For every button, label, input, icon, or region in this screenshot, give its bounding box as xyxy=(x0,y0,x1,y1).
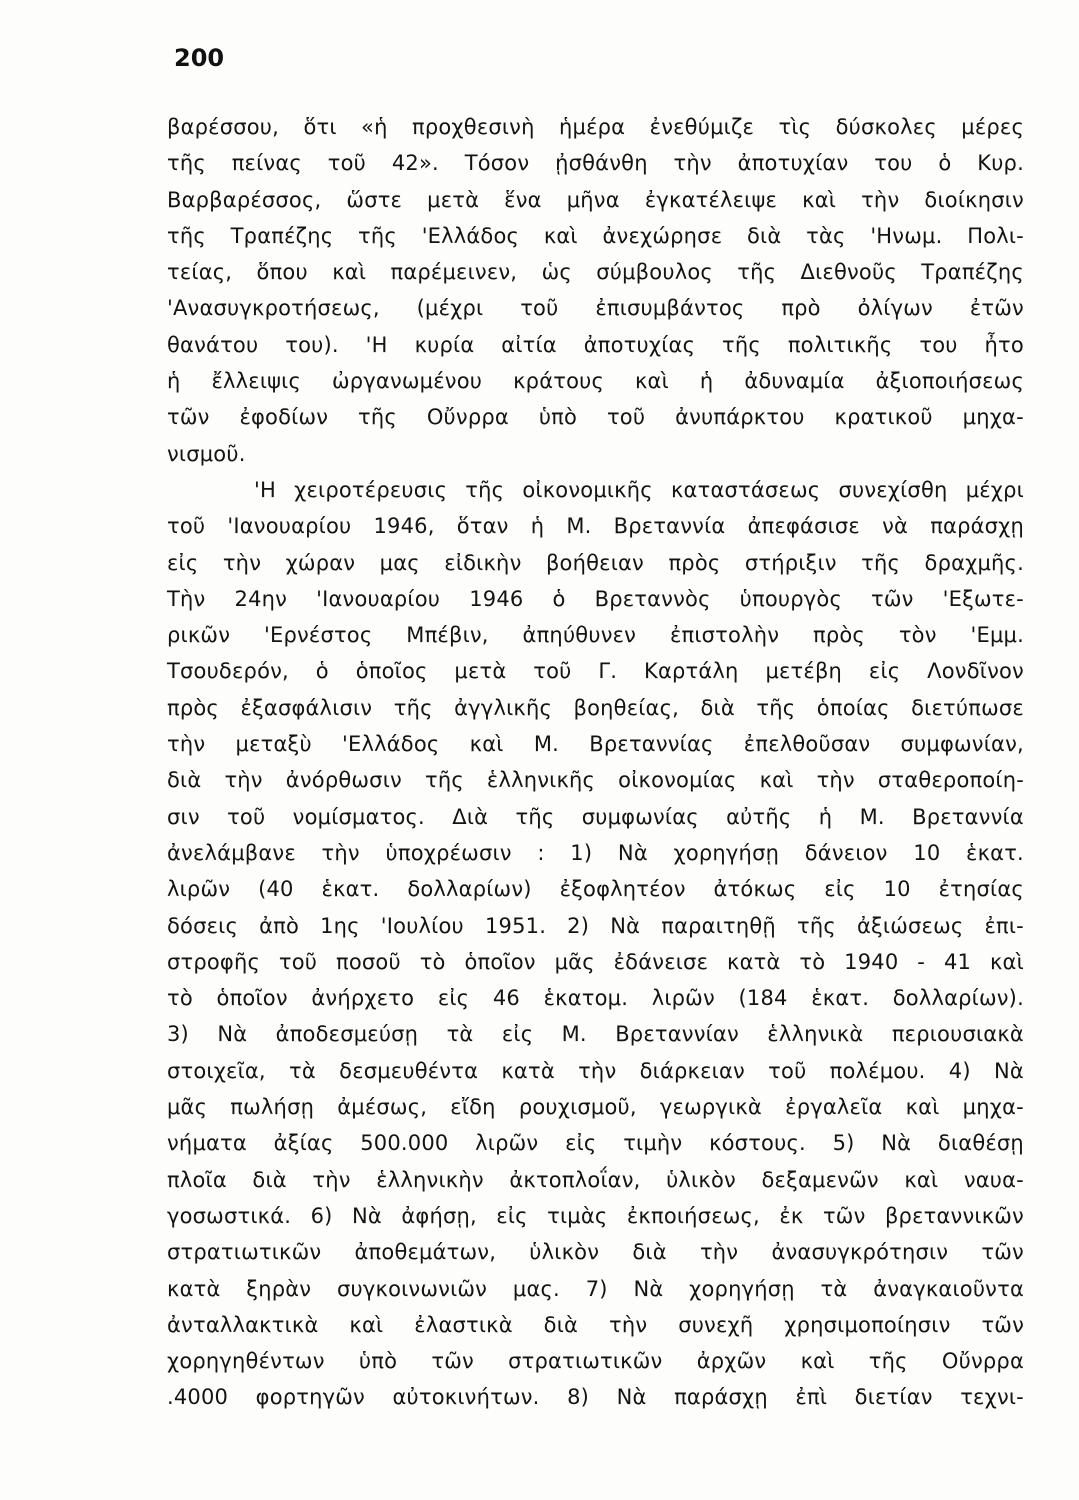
text-line: δόσεις ἀπὸ 1ης 'Ιουλίου 1951. 2) Νὰ παραιτηθῇ τῆς ἀξιώσεως ἐπι- xyxy=(167,913,1024,938)
text-line: ἀνελάμβανε τὴν ὑποχρέωσιν : 1) Νὰ χορηγήσῃ δάνειον 10 ἑκατ. xyxy=(167,840,1024,865)
text-line: μᾶς πωλήσῃ ἀμέσως, εἴδη ρουχισμοῦ, γεωργικὰ ἐργαλεῖα καὶ μηχα- xyxy=(167,1095,1024,1120)
text-line: στροφῆς τοῦ ποσοῦ τὸ ὁποῖον μᾶς ἐδάνεισε κατὰ τὸ 1940 - 41 καὶ xyxy=(167,949,1024,974)
text-line: ἀνταλλακτικὰ καὶ ἐλαστικὰ διὰ τὴν συνεχῆ χρησιμοποίησιν τῶν xyxy=(167,1312,1024,1337)
text-line: χορηγηθέντων ὑπὸ τῶν στρατιωτικῶν ἀρχῶν καὶ τῆς Οὔνρρα xyxy=(167,1349,1024,1374)
text-line: εἰς τὴν χώραν μας εἰδικὴν βοήθειαν πρὸς στήριξιν τῆς δραχμῆς. xyxy=(167,550,1024,575)
text-line: κατὰ ξηρὰν συγκοινωνιῶν μας. 7) Νὰ χορηγήσῃ τὰ ἀναγκαιοῦντα xyxy=(167,1276,1024,1301)
text-line: πλοῖα διὰ τὴν ἑλληνικὴν ἀκτοπλοΐαν, ὑλικὸν δεξαμενῶν καὶ ναυα- xyxy=(167,1167,1024,1192)
text-line: πρὸς ἐξασφάλισιν τῆς ἀγγλικῆς βοηθείας, διὰ τῆς ὁποίας διετύπωσε xyxy=(167,695,1024,720)
text-line: νισμοῦ. xyxy=(167,441,246,466)
text-line: τείας, ὅπου καὶ παρέμεινεν, ὡς σύμβουλος τῆς Διεθνοῦς Τραπέζης xyxy=(167,260,1024,285)
text-line: Τσουδερόν, ὁ ὁποῖος μετὰ τοῦ Γ. Καρτάλη μετέβη εἰς Λονδῖνον xyxy=(167,659,1024,684)
text-line: γοσωστικά. 6) Νὰ ἀφήσῃ, εἰς τιμὰς ἐκποιήσεως, ἐκ τῶν βρεταννικῶν xyxy=(167,1203,1024,1228)
text-line: Τὴν 24ην 'Ιανουαρίου 1946 ὁ Βρεταννὸς ὑπουργὸς τῶν 'Εξωτε- xyxy=(167,586,1024,611)
text-line: τὴν μεταξὺ 'Ελλάδος καὶ Μ. Βρεταννίας ἐπελθοῦσαν συμφωνίαν, xyxy=(167,732,1024,757)
text-line: στοιχεῖα, τὰ δεσμευθέντα κατὰ τὴν διάρκειαν τοῦ πολέμου. 4) Νὰ xyxy=(167,1058,1024,1083)
body-text xyxy=(167,109,1024,1416)
text-line: θανάτου του). 'Η κυρία αἰτία ἀποτυχίας τῆς πολιτικῆς του ἦτο xyxy=(167,332,1024,357)
text-line: τῶν ἐφοδίων τῆς Οὔνρρα ὑπὸ τοῦ ἀνυπάρκτου κρατικοῦ μηχα- xyxy=(167,405,1024,430)
text-line: 'Ανασυγκροτήσεως, (μέχρι τοῦ ἐπισυμβάντος πρὸ ὀλίγων ἐτῶν xyxy=(167,296,1024,321)
text-line: 'Η χειροτέρευσις τῆς οἰκονομικῆς καταστάσεως συνεχίσθη μέχρι xyxy=(254,477,1024,502)
text-line: βαρέσσου, ὅτι «ἡ προχθεσινὴ ἡμέρα ἐνεθύμιζε τὶς δύσκολες μέρες xyxy=(167,115,1024,139)
text-line: τῆς πείνας τοῦ 42». Τόσον ᾐσθάνθη τὴν ἀποτυχίαν του ὁ Κυρ. xyxy=(167,151,1024,176)
text-line: ἡ ἔλλειψις ὠργανωμένου κράτους καὶ ἡ ἀδυναμία ἀξιοποιήσεως xyxy=(167,369,1024,394)
text-line: τοῦ 'Ιανουαρίου 1946, ὅταν ἡ Μ. Βρεταννία ἀπεφάσισε νὰ παράσχῃ xyxy=(167,514,1024,539)
text-line: ρικῶν 'Ερνέστος Μπέβιν, ἀπηύθυνεν ἐπιστολὴν πρὸς τὸν 'Εμμ. xyxy=(167,623,1024,648)
text-line: σιν τοῦ νομίσματος. Διὰ τῆς συμφωνίας αὐτῆς ἡ Μ. Βρεταννία xyxy=(167,804,1024,829)
text-line: 3) Νὰ ἀποδεσμεύσῃ τὰ εἰς Μ. Βρεταννίαν ἑλληνικὰ περιουσιακὰ xyxy=(167,1022,1024,1047)
page-number: 200 xyxy=(174,44,225,72)
text-line: λιρῶν (40 ἑκατ. δολλαρίων) ἐξοφλητέον ἀτόκως εἰς 10 ἐτησίας xyxy=(167,877,1024,902)
text-line: στρατιωτικῶν ἀποθεμάτων, ὑλικὸν διὰ τὴν ἀνασυγκρότησιν τῶν xyxy=(167,1240,1024,1265)
text-line: τὸ ὁποῖον ἀνήρχετο εἰς 46 ἑκατομ. λιρῶν (184 ἑκατ. δολλαρίων). xyxy=(167,986,1024,1011)
text-line: Βαρβαρέσσος, ὥστε μετὰ ἕνα μῆνα ἐγκατέλειψε καὶ τὴν διοίκησιν xyxy=(167,187,1024,212)
text-line: διὰ τὴν ἀνόρθωσιν τῆς ἑλληνικῆς οἰκονομίας καὶ τὴν σταθεροποίη- xyxy=(167,768,1024,793)
text-line: τῆς Τραπέζης τῆς 'Ελλάδος καὶ ἀνεχώρησε διὰ τὰς 'Ηνωμ. Πολι- xyxy=(167,223,1024,248)
text-line: νήματα ἀξίας 500.000 λιρῶν εἰς τιμὴν κόστους. 5) Νὰ διαθέσῃ xyxy=(167,1131,1024,1156)
text-line: .4000 φορτηγῶν αὐτοκινήτων. 8) Νὰ παράσχῃ ἐπὶ διετίαν τεχνι- xyxy=(167,1385,1024,1410)
